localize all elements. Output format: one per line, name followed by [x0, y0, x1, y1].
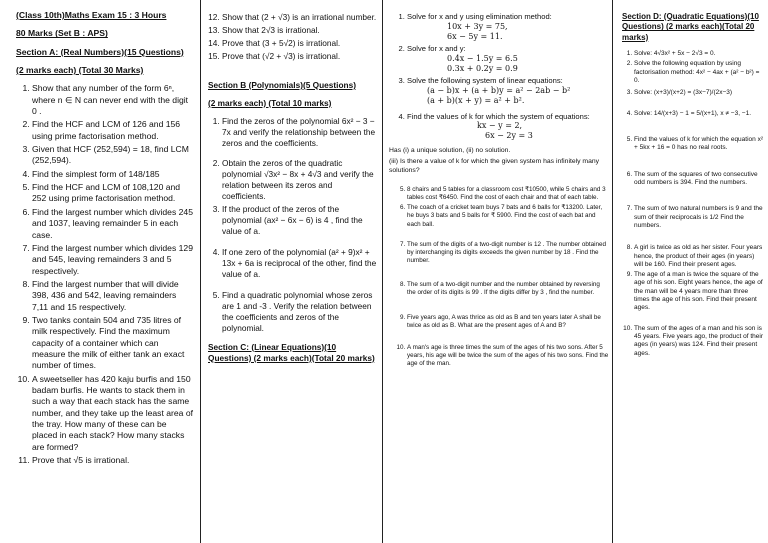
- question: 6. The coach of a cricket team buys 7 bats and 6 balls for ₹13200. Later, he buys 3 bats and 5 balls for ₹ 5900. Find the cost of each bat and each ball.: [407, 204, 609, 229]
- question: 9. Five years ago, A was thrice as old as B and ten years later A shall be twice as old as B. What are the present ages of A and B?: [407, 314, 609, 330]
- question: 10. A man's age is three times the sum of the ages of his two sons. After 5 years, his age will be twice the sum of the ages of his two sons. Find the age of the man.: [407, 344, 609, 369]
- question: 8. Find the largest number that will divide 398, 436 and 542, leaving remainders 7,11 and 15 respectively.: [32, 279, 194, 313]
- question: 12. Show that (2 + √3) is an irrational number.: [222, 12, 378, 23]
- question: 15. Prove that (√2 + √3) is irrational.: [222, 51, 378, 62]
- question: 3. Given that HCF (252,594) = 18, find LCM (252,594).: [32, 144, 194, 167]
- question: 9. The age of a man is twice the square of the age of his son. Eight years hence, the age of the man will be 4 years more than three times the age of his son. Find their present ages.: [634, 271, 764, 313]
- section-c-questions: [389, 12, 609, 141]
- question: 6. The sum of the squares of two consecutive odd numbers is 394. Find the numbers.: [634, 171, 764, 188]
- question: 2. Find the HCF and LCM of 126 and 156 using prime factorisation method.: [32, 119, 194, 142]
- question: 9. Two tanks contain 504 and 735 litres of milk respectively. Find the maximum capacity of a container which can measure the milk of either tank an exact number of times.: [32, 315, 194, 372]
- section-b-heading: Section B (Polynomials)(5 Questions): [208, 79, 356, 90]
- section-d-questions: [622, 50, 764, 358]
- question: 2. Solve for x and y: 0.4x − 1.5y = 6.5 0.3x + 0.2y = 0.9: [407, 44, 609, 74]
- question: 1. Solve for x and y using elimination method: 10x + 3y = 75, 6x − 5y = 11.: [407, 12, 609, 42]
- question: 3. Solve the following system of linear equations: (a − b)x + (a + b)y = a² − 2ab − b² (a + b)(x + y) = a² + b².: [407, 76, 609, 106]
- question: 1. Show that any number of the form 6ⁿ, where n ∈ N can never end with the digit 0 .: [32, 83, 194, 117]
- question: 1. Find the zeros of the polynomial 6x² − 3 − 7x and verify the relationship between the zeros and the coefficients.: [222, 116, 378, 149]
- question: 4. If one zero of the polynomial (a² + 9)x² + 13x + 6a is reciprocal of the other, find the value of a.: [222, 247, 378, 280]
- question-part: Has (i) a unique solution, (ii) no solution.: [389, 147, 511, 155]
- section-a-heading: Section A: (Real Numbers)(15 Questions): [16, 46, 184, 57]
- question: 5. Find a quadratic polynomial whose zeros are 1 and -3 . Verify the relation between the coefficients and zeros of the polynomial.: [222, 290, 378, 334]
- section-d-heading: Section D: (Quadratic Equations)(10 Questions) (2 marks each)(Total 20 marks): [622, 12, 759, 42]
- question: 2. Solve the following equation by using factorisation method: 4x² − 4ax + (a² − b²) = 0.: [634, 60, 764, 85]
- question: 1. Solve: 4√3x² + 5x − 2√3 = 0.: [634, 50, 764, 58]
- question: 11. Prove that √5 is irrational.: [32, 455, 194, 466]
- question: 5. 8 chairs and 5 tables for a classroom cost ₹10500, while 5 chairs and 3 tables cost ₹6450. Find the cost of each chair and that of each table.: [407, 186, 609, 202]
- question: 2. Obtain the zeros of the quadratic polynomial √3x² − 8x + 4√3 and verify the relation between its zeros and coefficients.: [222, 158, 378, 202]
- section-c-heading: Section C: (Linear Equations)(10 Questions) (2 marks each)(Total 20 marks): [208, 341, 375, 363]
- question: 3. Solve: (x+3)/(x+2) = (3x−7)/(2x−3): [634, 89, 764, 97]
- section-c-questions-cont: [389, 186, 609, 369]
- exam-title: (Class 10th)Maths Exam 15 : 3 Hours: [16, 10, 167, 20]
- question: 7. Find the largest number which divides 129 and 545, leaving remainders 3 and 5 respectively.: [32, 243, 194, 277]
- question: 4. Find the simplest form of 148/185: [32, 169, 194, 180]
- column-divider: [382, 0, 383, 543]
- question: 4. Find the values of k for which the system of equations: kx − y = 2, 6x − 2y = 3: [407, 112, 609, 142]
- question: 10. The sum of the ages of a man and his son is 45 years. Five years ago, the product of their ages (in years) was 124. Find their present ages.: [634, 325, 764, 358]
- exam-marks: 80 Marks (Set B : APS): [16, 28, 108, 39]
- section-a-questions: [16, 83, 194, 466]
- section-a-questions-cont: [208, 12, 378, 62]
- question: 14. Prove that (3 + 5√2) is irrational.: [222, 38, 378, 49]
- question: 4. Solve: 14/(x+3) − 1 = 5/(x+1), x ≠ −3, −1.: [634, 110, 764, 118]
- question: 6. Find the largest number which divides 245 and 1037, leaving remainder 5 in each case.: [32, 207, 194, 241]
- section-b-questions: [208, 116, 378, 334]
- section-a-marks: (2 marks each) (Total 30 Marks): [16, 65, 144, 76]
- column-section-a: [0, 0, 200, 543]
- column-section-b: [200, 0, 382, 543]
- question: 7. The sum of two natural numbers is 9 and the sum of their reciprocals is 1/2 Find the numbers.: [634, 205, 764, 230]
- section-b-marks: (2 marks each) (Total 10 marks): [208, 97, 332, 108]
- question: 7. The sum of the digits of a two-digit number is 12 . The number obtained by interchanging its digits exceeds the given number by 18 . Find the number.: [407, 241, 609, 266]
- question: 5. Find the HCF and LCM of 108,120 and 252 using prime factorisation method.: [32, 182, 194, 205]
- question-part: (iii) Is there a value of k for which the given system has infinitely many solutions?: [389, 158, 600, 175]
- question: 10. A sweetseller has 420 kaju burfis and 150 badam burfis. He wants to stack them in such a way that each stack has the same number, and they take up the least area of the tray. How many of these can be placed in each stack? How many stacks are formed?: [32, 374, 194, 453]
- question: 13. Show that 2√3 is irrational.: [222, 25, 378, 36]
- column-section-d: [614, 0, 768, 543]
- question: 3. If the product of the zeros of the polynomial (ax² − 6x − 6) is 4 , find the value of a.: [222, 204, 378, 237]
- question: 8. The sum of a two-digit number and the number obtained by reversing the order of its digits is 99 . If the digits differ by 3 , find the number.: [407, 281, 609, 297]
- question: 5. Find the values of k for which the equation x² + 5kx + 16 = 0 has no real roots.: [634, 136, 764, 153]
- column-section-c: [385, 0, 613, 543]
- question: 8. A girl is twice as old as her sister. Four years hence, the product of their ages (in years) will be 160. Find their present ages.: [634, 244, 764, 269]
